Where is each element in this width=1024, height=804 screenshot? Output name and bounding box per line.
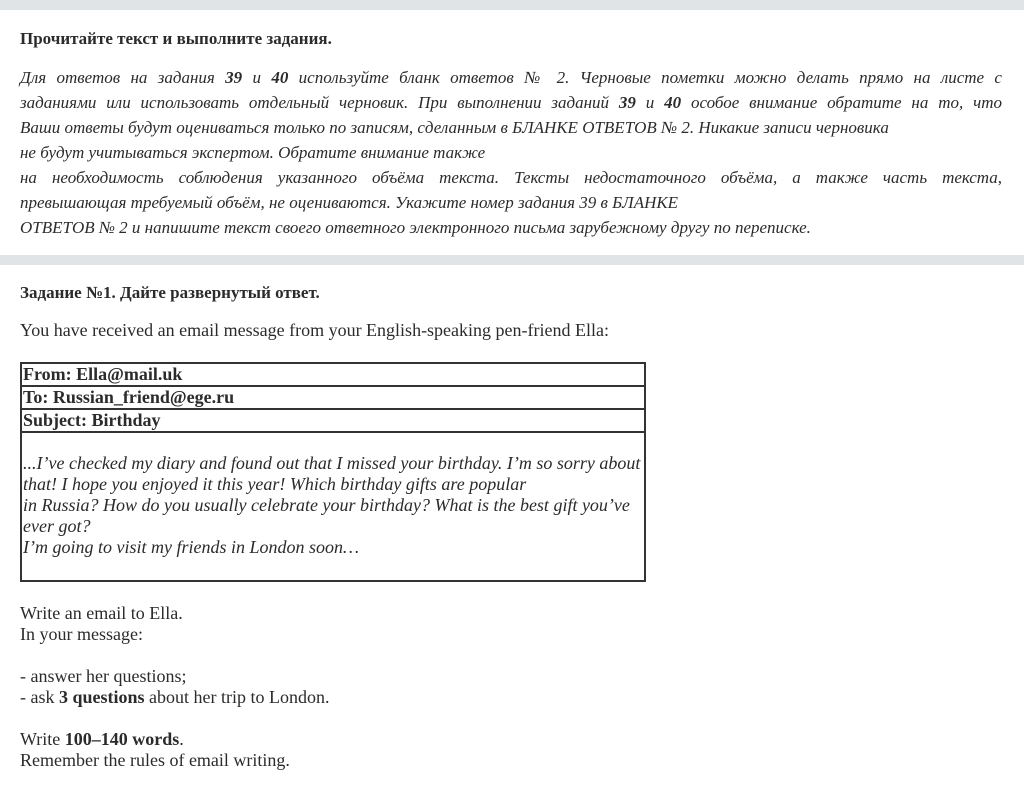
email-body-line: in Russia? How do you usually celebrate your birthday? What is the best gift you’ve (23, 495, 630, 515)
instruction-line (20, 190, 1002, 215)
in-message-text: In your message: (20, 624, 143, 644)
email-body-line: ever got? (23, 516, 91, 536)
instruction-text: ОТВЕТОВ № 2 и напишите текст своего ответного электронного письма зарубежному другу по переписке. (20, 218, 811, 237)
instruction-line (20, 65, 1002, 90)
instruction-text: не будут учитываться экспертом. Обратите внимание также (20, 143, 486, 162)
email-from: From: Ella@mail.uk (22, 364, 644, 387)
words-pre: Write (20, 729, 65, 749)
task-instructions (20, 603, 330, 771)
instructions-paragraph (20, 65, 1002, 240)
task-number: 40 (271, 68, 289, 87)
remember-text: Remember the rules of email writing. (20, 750, 290, 770)
instruction-text: на необходимость соблюдения указанного объёма текста. Тексты недостаточного объёма, а также часть текста, (20, 168, 1002, 187)
task-number: 39 (618, 93, 636, 112)
instruction-text: и (242, 68, 272, 87)
task-intro: You have received an email message from your English-speaking pen-friend Ella: (20, 320, 609, 340)
task-number: 40 (664, 93, 682, 112)
word-count-text (20, 729, 330, 750)
point-ask-post: about her trip to London. (144, 687, 330, 707)
email-body-line: I’m going to visit my friends in London soon… (23, 537, 359, 557)
instruction-text: заданиями или использовать отдельный черновик. При выполнении заданий (20, 93, 619, 112)
instruction-text: Для ответов на задания (20, 68, 226, 87)
task-heading: Задание №1. Дайте развернутый ответ. (20, 283, 320, 302)
words-post: . (179, 729, 184, 749)
email-to: To: Russian_friend@ege.ru (22, 387, 644, 410)
email-body (22, 433, 644, 580)
instruction-line (20, 215, 1002, 240)
instruction-line (20, 90, 1002, 115)
section-divider (0, 255, 1024, 265)
instruction-line (20, 115, 1002, 140)
point-ask-pre: - ask (20, 687, 59, 707)
task-number: 39 (225, 68, 243, 87)
instruction-line (20, 165, 1002, 190)
email-body-line: that! I hope you enjoyed it this year! Which birthday gifts are popular (23, 474, 527, 494)
instruction-text: используйте бланк ответов № 2. Черновые пометки можно делать прямо на листе с (288, 68, 1002, 87)
top-divider (0, 0, 1024, 10)
words-range: 100–140 words (64, 729, 180, 749)
instruction-text: превышающая требуемый объём, не оцениваются. Укажите номер задания 39 в БЛАНКЕ (20, 193, 679, 212)
point-ask-count: 3 questions (59, 687, 145, 707)
instruction-text: и (635, 93, 665, 112)
instruction-text: особое внимание обратите на то, что (681, 93, 1003, 112)
instruction-line (20, 140, 1002, 165)
point-ask (20, 687, 330, 708)
point-answer: - answer her questions; (20, 666, 187, 686)
email-subject: Subject: Birthday (22, 410, 644, 433)
section-heading: Прочитайте текст и выполните задания. (20, 29, 332, 48)
instruction-text: Ваши ответы будут оцениваться только по записям, сделанным в БЛАНКЕ ОТВЕТОВ № 2. Никакие записи черновика (20, 118, 889, 137)
email-box (20, 362, 646, 582)
email-body-line: ...I’ve checked my diary and found out that I missed your birthday. I’m so sorry about (23, 453, 641, 473)
write-email-text: Write an email to Ella. (20, 603, 183, 623)
